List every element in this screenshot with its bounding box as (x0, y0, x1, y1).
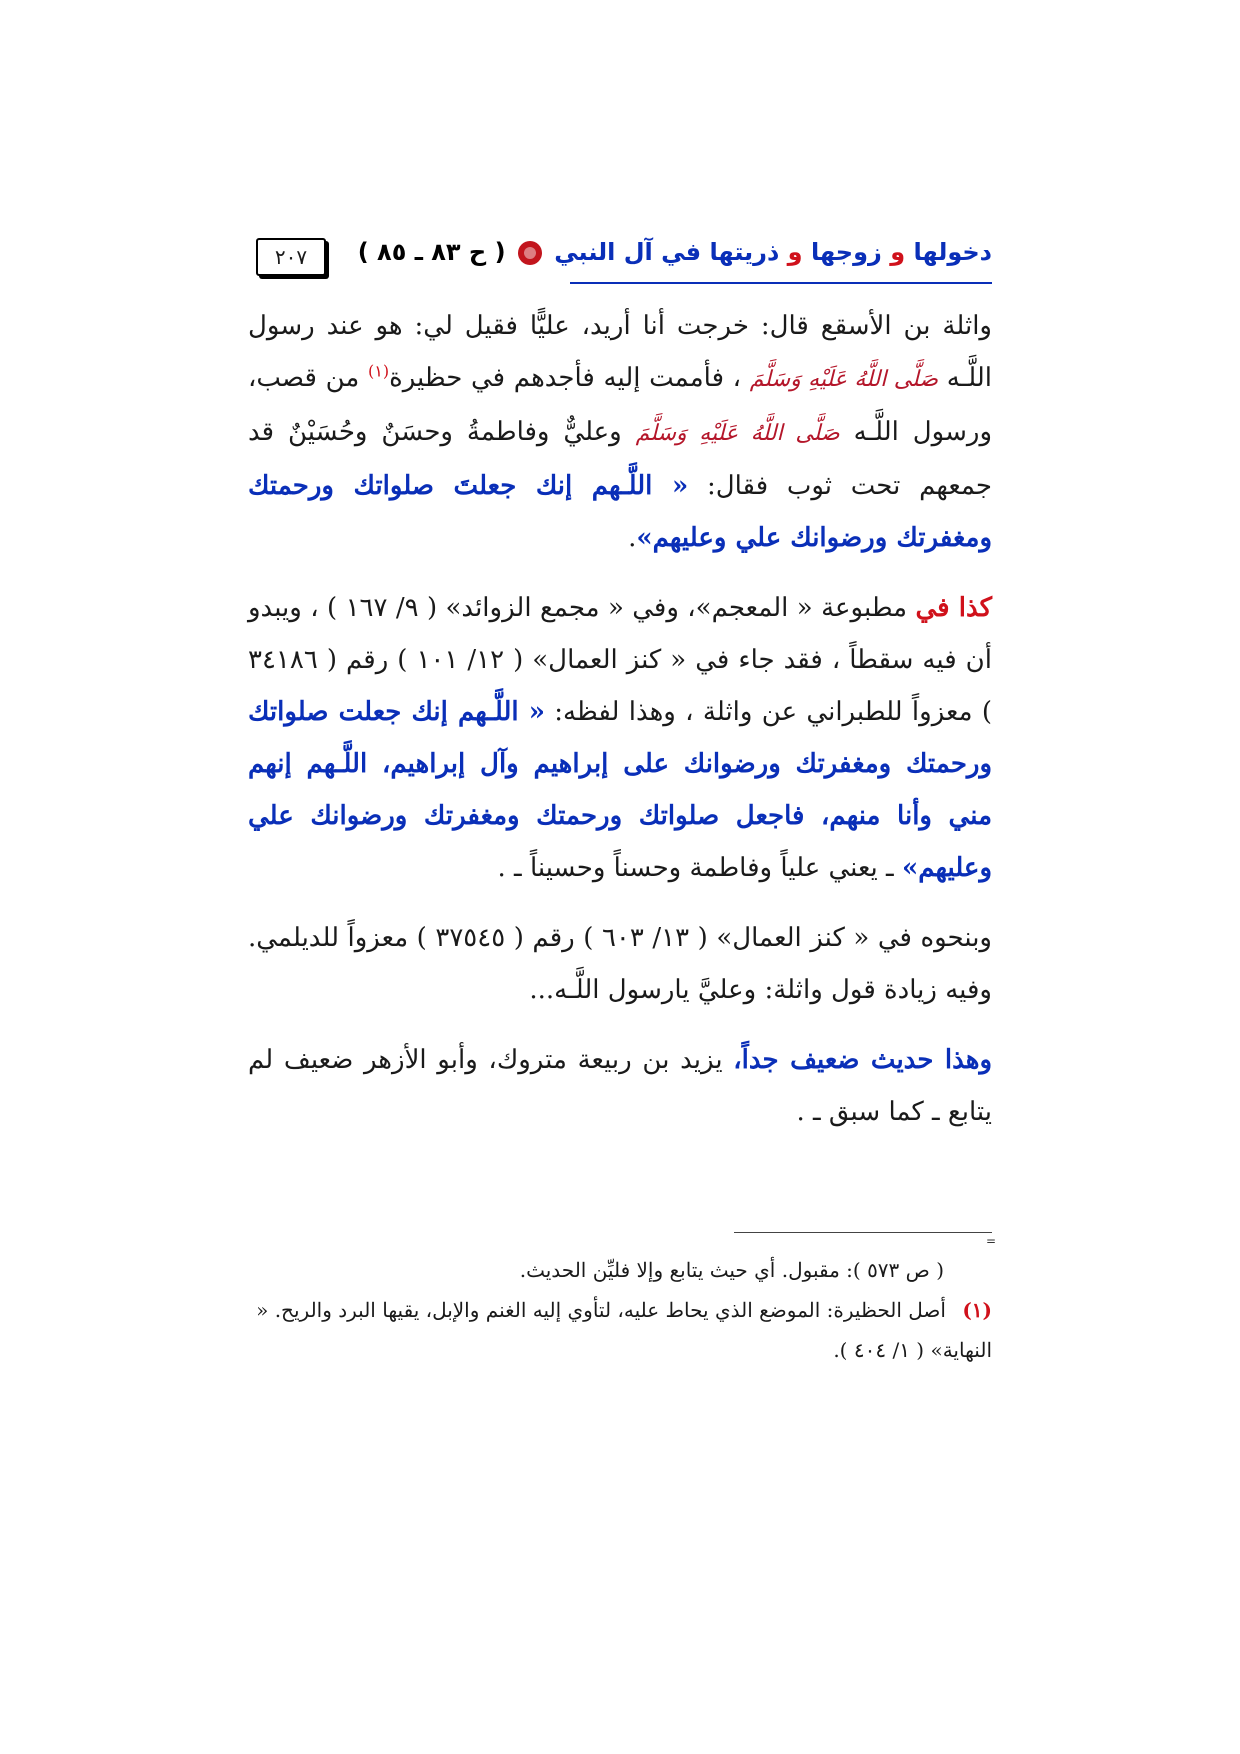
p1-text-3: من قصب، ورسول اللَّـه (248, 363, 993, 447)
header-underline (570, 282, 992, 284)
p1-text-2: ، فأممت إليه فأجدهم في حظيرة (389, 363, 742, 393)
title-conj-2: و (787, 238, 803, 266)
title-conj-1: و (890, 238, 906, 266)
footnotes (248, 1250, 992, 1370)
footnote-ref-1[interactable]: (١) (368, 361, 390, 381)
title-word-entry: دخولها (913, 238, 992, 266)
footnote-continued: ( ص ٥٧٣ ): مقبول. أي حيث يتابع وإلا فليِّن الحديث. (519, 1258, 944, 1282)
p1-text-1: واثلة بن الأسقع قال: خرجت أنا أريد، عليًّا فقيل لي: هو عند رسول اللَّـه (248, 311, 993, 393)
salla-phrase-1: صَلَّى اللَّهُ عَلَيْهِ وَسَلَّمَ (749, 367, 939, 392)
footnote-divider (734, 1232, 992, 1233)
paragraph-3 (248, 912, 992, 1016)
footnote-1-text: أصل الحظيرة: الموضع الذي يحاط عليه، لتأوي إليه الغنم والإبل، يقيها البرد والريح. « النهاية» ( ١/ ٤٠٤ ). (256, 1298, 992, 1362)
paragraph-1 (248, 300, 992, 564)
running-title (358, 238, 992, 266)
page-header (256, 232, 992, 288)
p1-quote: « اللَّـهم إنك جعلتَ صلواتك ورحمتك ومغفرتك ورضوانك علي وعليهم» (248, 471, 992, 553)
p1-end: . (628, 523, 637, 553)
page-number: ٢٠٧ (274, 245, 308, 269)
p4-text-1: يزيد بن ربيعة متروك، وأبو الأزهر ضعيف لم يتابع ـ كما سبق ـ . (248, 1045, 992, 1127)
footnote-1 (248, 1290, 992, 1370)
paragraph-2 (248, 582, 992, 894)
p2-lead: كذا في (915, 593, 993, 623)
p4-lead: وهذا حديث ضعيف جداً، (733, 1045, 992, 1075)
paragraph-4 (248, 1034, 992, 1138)
p2-text-2: ـ يعني علياً وفاطمة وحسناً وحسيناً ـ . (497, 853, 894, 883)
footnote-1-number: (١) (962, 1298, 992, 1322)
footnote-continuation-mark: = (985, 1234, 996, 1248)
salla-phrase-2: صَلَّى اللَّهُ عَلَيْهِ وَسَلَّمَ (635, 421, 840, 446)
title-word-husband: زوجها (810, 238, 882, 266)
title-word-offspring: ذريتها في آل النبي (554, 238, 780, 266)
title-hadith-range: ( ح ٨٣ ـ ٨٥ ) (357, 238, 506, 266)
page-number-box (256, 238, 326, 276)
salla-seal-icon (518, 241, 542, 265)
p1-text-4: وعليٌّ وفاطمةُ وحسَنٌ وحُسَيْنٌ قد جمعهم تحت ثوب فقال: (248, 417, 993, 501)
p2-quote: « اللَّـهم إنك جعلت صلواتك ورحمتك ومغفرتك ورضوانك على إبراهيم وآل إبراهيم، اللَّـهم إنهم مني وأنا منهم، فاجعل صلواتك ورحمتك ومغفرتك ورضوانك علي وعليهم» (248, 697, 992, 883)
main-text (248, 300, 992, 1138)
p2-text-1: مطبوعة « المعجم»، وفي « مجمع الزوائد» ( ٩/ ١٦٧ ) ، ويبدو أن فيه سقطاً ، فقد جاء في « كنز العمال» ( ١٢/ ١٠١ ) رقم ( ٣٤١٨٦ ) معزواً للطبراني عن واثلة ، وهذا لفظه: (248, 593, 992, 727)
p3-text-1: وبنحوه في « كنز العمال» ( ١٣/ ٦٠٣ ) رقم ( ٣٧٥٤٥ ) معزواً للديلمي. وفيه زيادة قول واثلة: وعليَّ يارسول اللَّـه... (248, 923, 992, 1005)
